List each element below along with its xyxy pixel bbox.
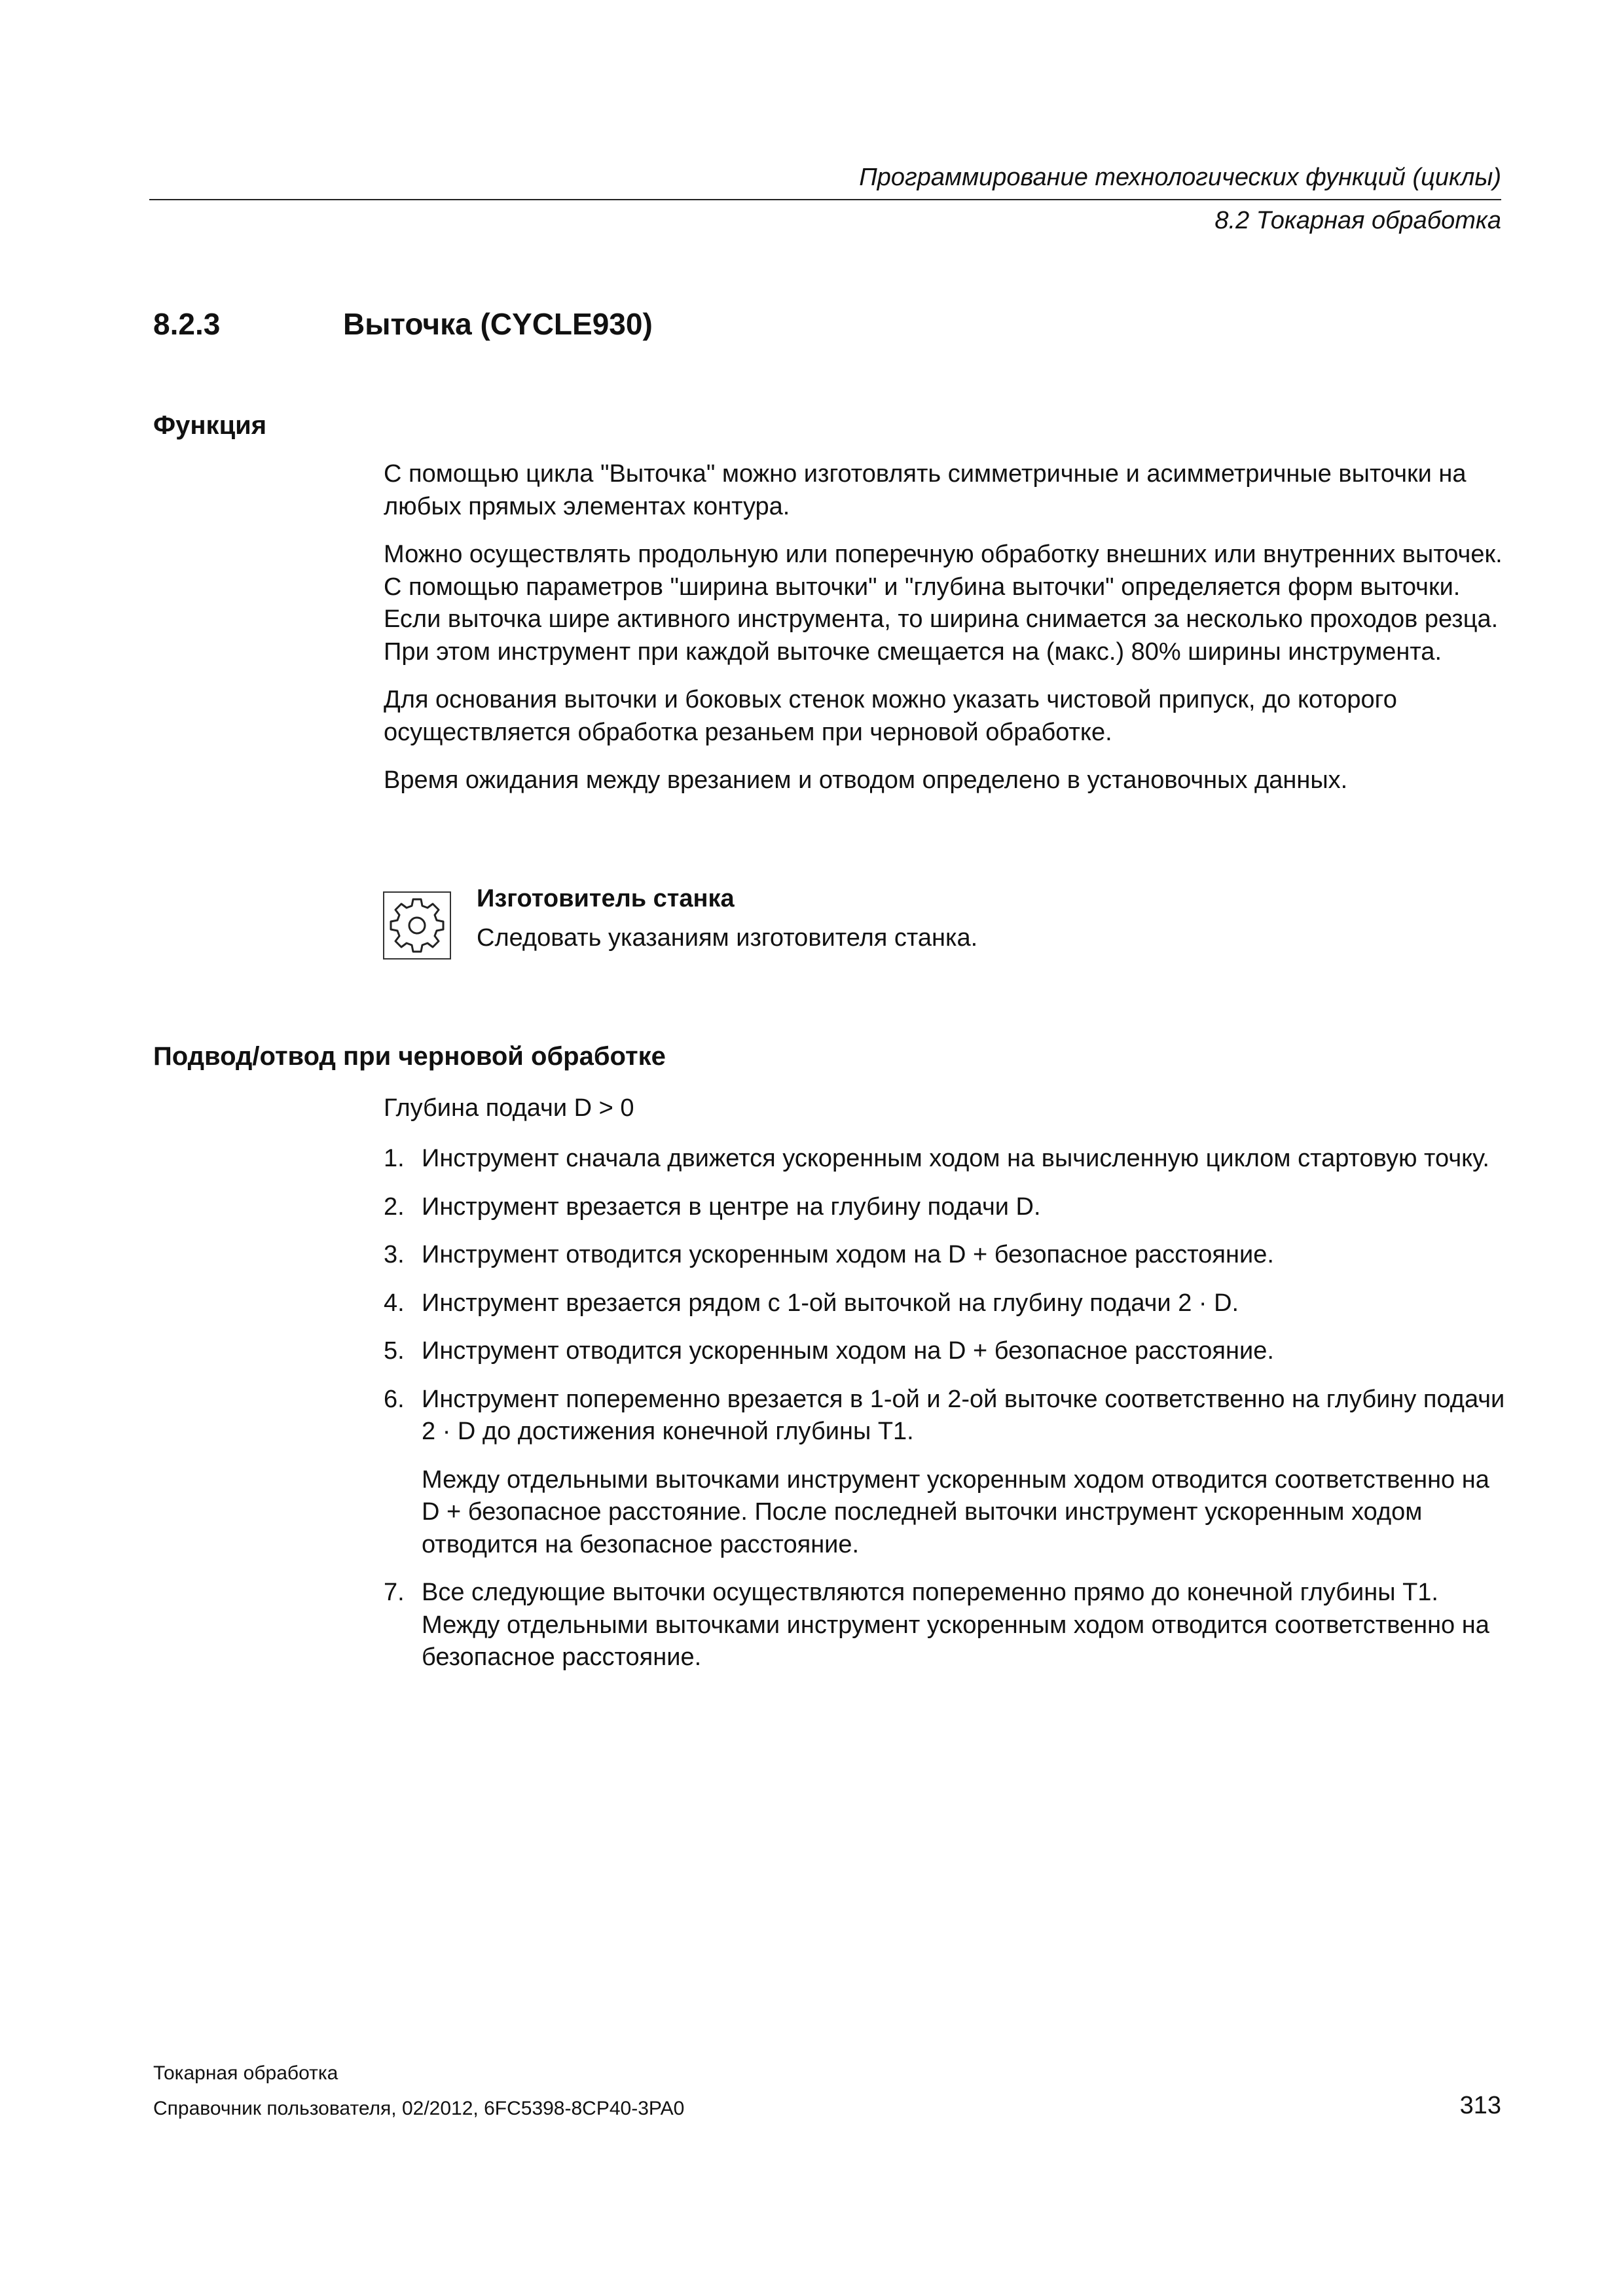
step-number: 3. [384, 1241, 405, 1268]
gear-icon [383, 891, 451, 960]
list-item [384, 1335, 1510, 1368]
function-paragraph: С помощью цикла "Выточка" можно изготовлять симметричные и асимметричные выточки на любых прямых элементах контура. [384, 460, 1467, 520]
step-number: 4. [384, 1289, 405, 1317]
feed-depth-text: Глубина подачи D > 0 [384, 1094, 634, 1122]
list-item [384, 1143, 1510, 1175]
header-divider [149, 199, 1501, 200]
function-body [384, 458, 1510, 813]
step-text: Инструмент врезается в центре на глубину подачи D. [422, 1193, 1041, 1221]
step-text: Инструмент отводится ускоренным ходом на D + безопасное расстояние. [422, 1241, 1274, 1268]
function-paragraph: Можно осуществлять продольную или поперечную обработку внешних или внутренних выточек. С помощью параметров "ширина выточки" и "глубина выточки" определяется форм выточки. Если выточка шире активного инструмента, то ширина снимается за несколько проходов резца. При этом инструмент при каждой выточке смещается на (макс.) 80% ширины инструмента. [384, 541, 1503, 666]
step-text: Инструмент сначала движется ускоренным ходом на вычисленную циклом стартовую точку. [422, 1145, 1489, 1172]
step-number: 1. [384, 1145, 405, 1172]
section-title: Выточка (CYCLE930) [343, 307, 653, 341]
running-header-chapter: Программирование технологических функций (циклы) [859, 164, 1501, 191]
footer-doc-title: Токарная обработка [153, 2062, 338, 2084]
step-number: 7. [384, 1579, 405, 1606]
function-heading: Функция [153, 411, 267, 440]
list-item [384, 1384, 1510, 1562]
step-text: Все следующие выточки осуществляются попеременно прямо до конечной глубины T1. Между отдельными выточками инструмент ускоренным ходом отводится соответственно на безопасное расстояние. [422, 1579, 1489, 1671]
function-paragraph: Время ожидания между врезанием и отводом определено в установочных данных. [384, 766, 1348, 794]
step-number: 5. [384, 1337, 405, 1365]
page-number: 313 [1459, 2092, 1501, 2119]
footer-doc-info: Справочник пользователя, 02/2012, 6FC5398-8CP40-3PA0 [153, 2098, 685, 2119]
step-text: Инструмент врезается рядом с 1-ой выточкой на глубину подачи 2 · D. [422, 1289, 1239, 1317]
step-text: Инструмент попеременно врезается в 1-ой и 2-ой выточке соответственно на глубину подачи 2 · D до достижения конечной глубины T1. [422, 1385, 1505, 1445]
list-item [384, 1287, 1510, 1320]
note-text: Следовать указаниям изготовителя станка. [477, 924, 978, 952]
note-title: Изготовитель станка [477, 885, 735, 912]
step-number: 6. [384, 1385, 405, 1413]
step-extra-text: Между отдельными выточками инструмент ускоренным ходом отводится соответственно на D + безопасное расстояние. После последней выточки инструмент ускоренным ходом отводится на безопасное расстояние. [422, 1465, 1489, 1558]
function-paragraph: Для основания выточки и боковых стенок можно указать чистовой припуск, до которого осуществляется обработка резаньем при черновой обработке. [384, 686, 1397, 746]
list-item [384, 1191, 1510, 1224]
roughing-heading: Подвод/отвод при черновой обработке [153, 1042, 666, 1071]
roughing-steps-list [384, 1143, 1510, 1690]
step-number: 2. [384, 1193, 405, 1221]
list-item [384, 1577, 1510, 1674]
step-text: Инструмент отводится ускоренным ходом на D + безопасное расстояние. [422, 1337, 1274, 1365]
list-item [384, 1239, 1510, 1272]
section-number: 8.2.3 [153, 307, 221, 341]
running-header-section: 8.2 Токарная обработка [1214, 207, 1501, 234]
